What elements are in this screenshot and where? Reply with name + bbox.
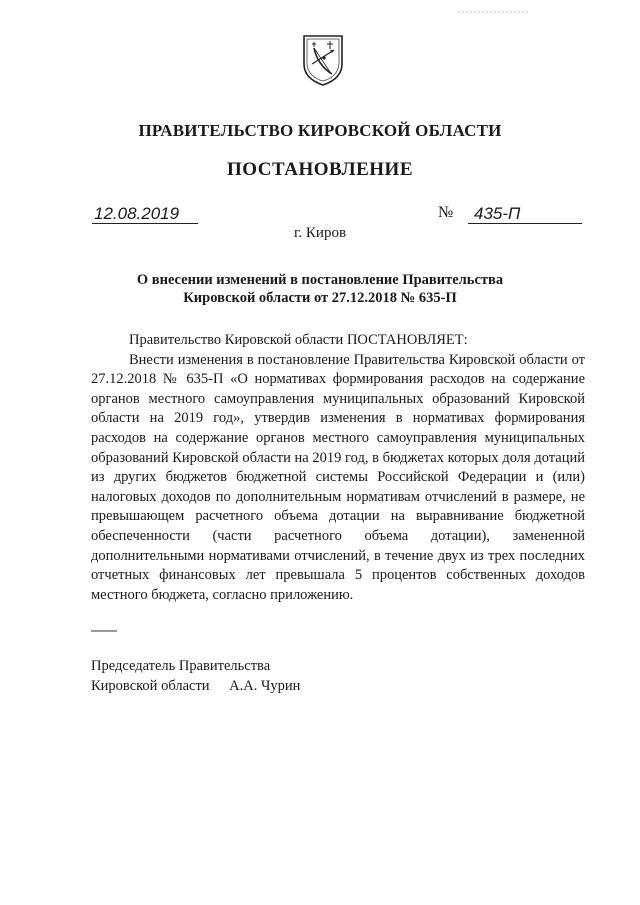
city-label: г. Киров <box>293 225 347 241</box>
resolution-paragraph: Внести изменения в постановление Правительства Кировской области от 27.12.2018 № 635-П «О нормативах формирования расходов на содержание органов местного самоуправления муниципальных образований Кировской области на 2019 год», утвердив изменения в нормативах формирования расходов на содержание органов местного самоуправления муниципальных образований Кировской области на 2019 год, в бюджетах которых доля дотаций из других бюджетов бюджетной системы Российской Федерации и (или) налоговых доходов по дополнительным нормативам отчислений в размере, не превышающем расчетного объема дотации на выравнивание бюджетной обеспеченности (части расчетного объема дотации), замененной дополнительными нормативами отчислений, в течение двух из трех последних отчетных финансовых лет превышала 5 процентов собственных доходов местного бюджета, согласно приложению. <box>91 351 585 603</box>
document-number: 435-П <box>468 204 582 224</box>
signature-block <box>91 656 300 696</box>
signature-position-line-2: Кировской области <box>91 678 210 694</box>
resolution-intro: Правительство Кировской области ПОСТАНОВЛЯЕТ: <box>129 332 468 348</box>
signatory-name: А.А. Чурин <box>229 678 301 694</box>
kirov-oblast-coat-of-arms-icon <box>302 34 344 86</box>
government-title: ПРАВИТЕЛЬСТВО КИРОВСКОЙ ОБЛАСТИ <box>138 121 502 140</box>
document-body <box>91 331 585 605</box>
subject-line-1: О внесении изменений в постановление Правительства <box>136 272 504 288</box>
number-label: № <box>438 204 454 221</box>
scan-artifact <box>458 10 528 14</box>
signature-position-line-1: Председатель Правительства <box>91 658 271 674</box>
document-date: 12.08.2019 <box>92 204 198 224</box>
scan-mark-dash <box>91 630 117 632</box>
subject-line-2: Кировской области от 27.12.2018 № 635-П <box>183 290 457 306</box>
document-type-title: ПОСТАНОВЛЕНИЕ <box>226 159 414 180</box>
document-subject <box>0 271 640 307</box>
